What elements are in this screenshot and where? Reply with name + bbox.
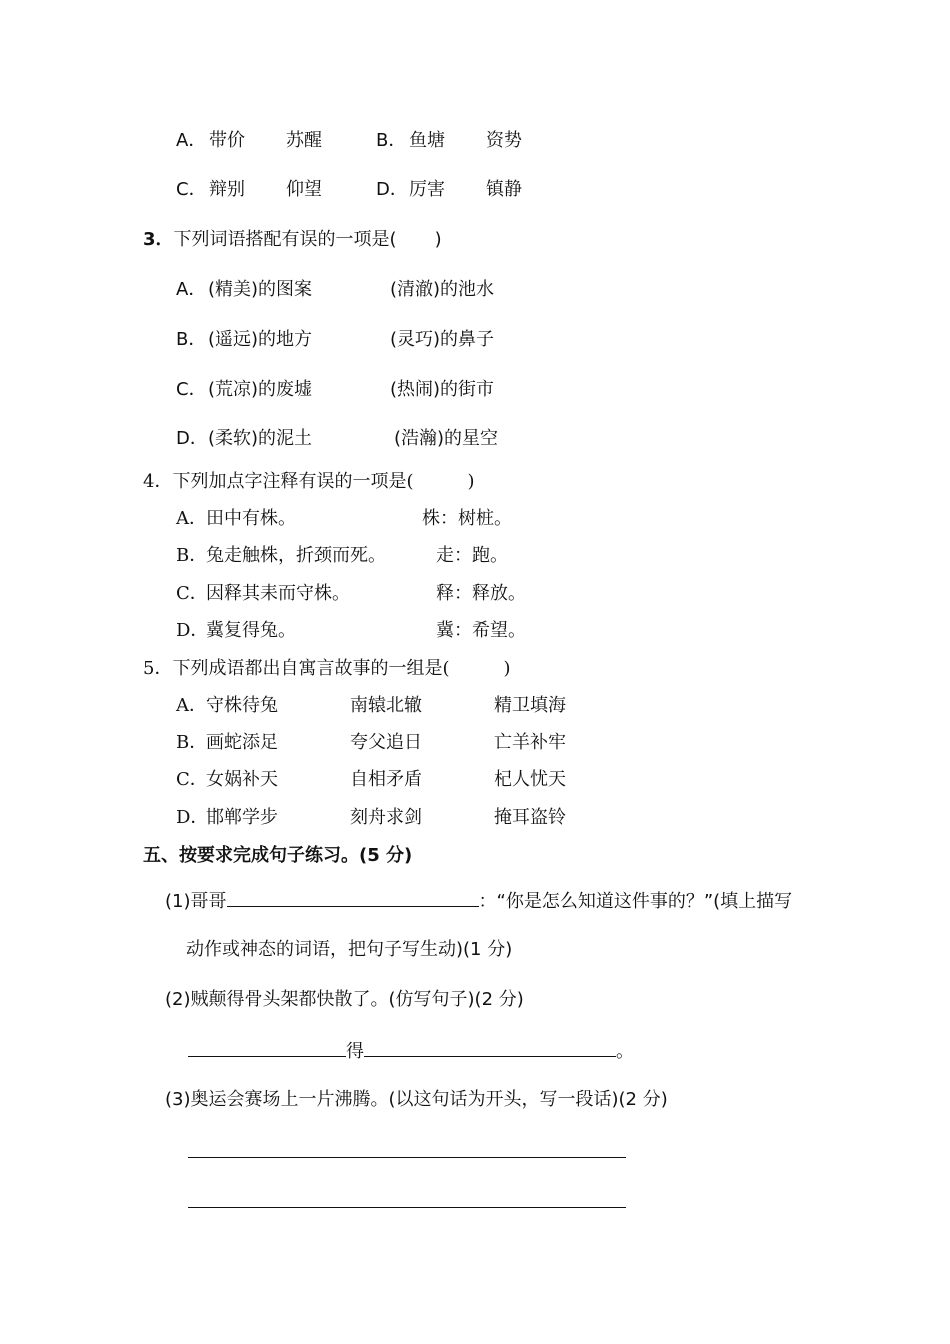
sentence-2-end: 。 [616,1041,634,1062]
option-idiom: 刻舟求剑 [350,807,422,828]
option-collocation: (精美)的图案 [208,279,313,300]
question-text: 下列成语都出自寓言故事的一组是( [172,658,450,679]
option-note: 冀：希望。 [436,620,526,641]
option-letter: D． [176,620,209,641]
question-text: 下列加点字注释有误的一项是( [172,471,414,492]
option-letter: C． [176,179,207,200]
option-letter: A． [176,130,207,151]
option-letter: D． [176,807,209,828]
option-letter: D． [176,428,208,449]
option-idiom: 掩耳盗铃 [494,807,566,828]
option-word: 仰望 [286,179,322,200]
option-collocation: (浩瀚)的星空 [394,428,499,449]
q4-stem [143,470,475,494]
option-collocation: (清澈)的池水 [390,279,495,300]
option-collocation: (荒凉)的废墟 [208,379,313,400]
option-word: 厉害 [409,179,445,200]
option-idiom: 亡羊补牢 [494,732,566,753]
option-idiom: 南辕北辙 [350,695,422,716]
sentence-suffix: ：“你是怎么知道这件事的？”(填上描写 [478,891,793,912]
writing-line[interactable] [188,1157,626,1158]
question-text: 下列词语搭配有误的一项是( [173,229,397,250]
option-letter: B． [376,130,407,151]
sentence-3: (3)奥运会赛场上一片沸腾。(以这句话为开头，写一段话)(2 分) [165,1089,668,1110]
sentence-1-continuation: 动作或神态的词语，把句子写生动)(1 分) [186,939,513,960]
option-collocation: (热闹)的街市 [390,379,495,400]
q3-stem [143,228,442,252]
option-text: 因释其耒而守株。 [206,583,350,604]
fill-blank[interactable] [364,1038,616,1057]
option-letter: A． [176,508,207,529]
option-word: 资势 [486,130,522,151]
option-word: 鱼塘 [409,130,445,151]
option-word: 镇静 [486,179,522,200]
answer-paren-close: ) [434,229,442,250]
option-note: 释：释放。 [436,583,526,604]
option-letter: D． [376,179,408,200]
option-letter: B． [176,732,208,753]
option-collocation: (遥远)的地方 [208,329,313,350]
sentence-2-mid: 得 [346,1041,364,1062]
option-letter: C． [176,583,208,604]
answer-paren-close: ) [503,658,511,679]
option-word: 苏醒 [286,130,322,151]
option-letter: A． [176,279,207,300]
sentence-2-answer [188,1038,634,1064]
option-letter: B． [176,545,208,566]
option-text: 兔走触株，折颈而死。 [206,545,386,566]
option-idiom: 夸父追日 [350,732,422,753]
question-number: 3． [143,229,174,250]
option-idiom: 女娲补天 [206,769,278,790]
fill-blank[interactable] [188,1038,346,1057]
question-number: 5． [143,658,173,679]
option-letter: A． [176,695,207,716]
section-title: 五、按要求完成句子练习。(5 分) [143,845,413,866]
option-idiom: 精卫填海 [494,695,566,716]
option-idiom: 杞人忧天 [494,769,566,790]
option-idiom: 画蛇添足 [206,732,278,753]
option-idiom: 自相矛盾 [350,769,422,790]
sentence-2: (2)贼颠得骨头架都快散了。(仿写句子)(2 分) [165,989,524,1010]
q5-stem [143,657,511,681]
option-word: 辩别 [209,179,245,200]
question-number: 4． [143,471,173,492]
option-text: 冀复得兔。 [206,620,296,641]
option-text: 田中有株。 [206,508,296,529]
fill-blank[interactable] [227,888,479,907]
writing-line[interactable] [188,1207,626,1208]
sentence-prefix: (1)哥哥 [165,891,227,912]
option-letter: B． [176,329,207,350]
option-note: 走：跑。 [436,545,508,566]
answer-paren-close: ) [467,471,475,492]
option-collocation: (灵巧)的鼻子 [390,329,495,350]
option-letter: C． [176,379,207,400]
option-idiom: 守株待兔 [206,695,278,716]
option-word: 带价 [209,130,245,151]
option-letter: C． [176,769,208,790]
option-note: 株：树桩。 [422,508,512,529]
option-idiom: 邯郸学步 [206,807,278,828]
sentence-1 [165,888,792,914]
option-collocation: (柔软)的泥土 [208,428,313,449]
